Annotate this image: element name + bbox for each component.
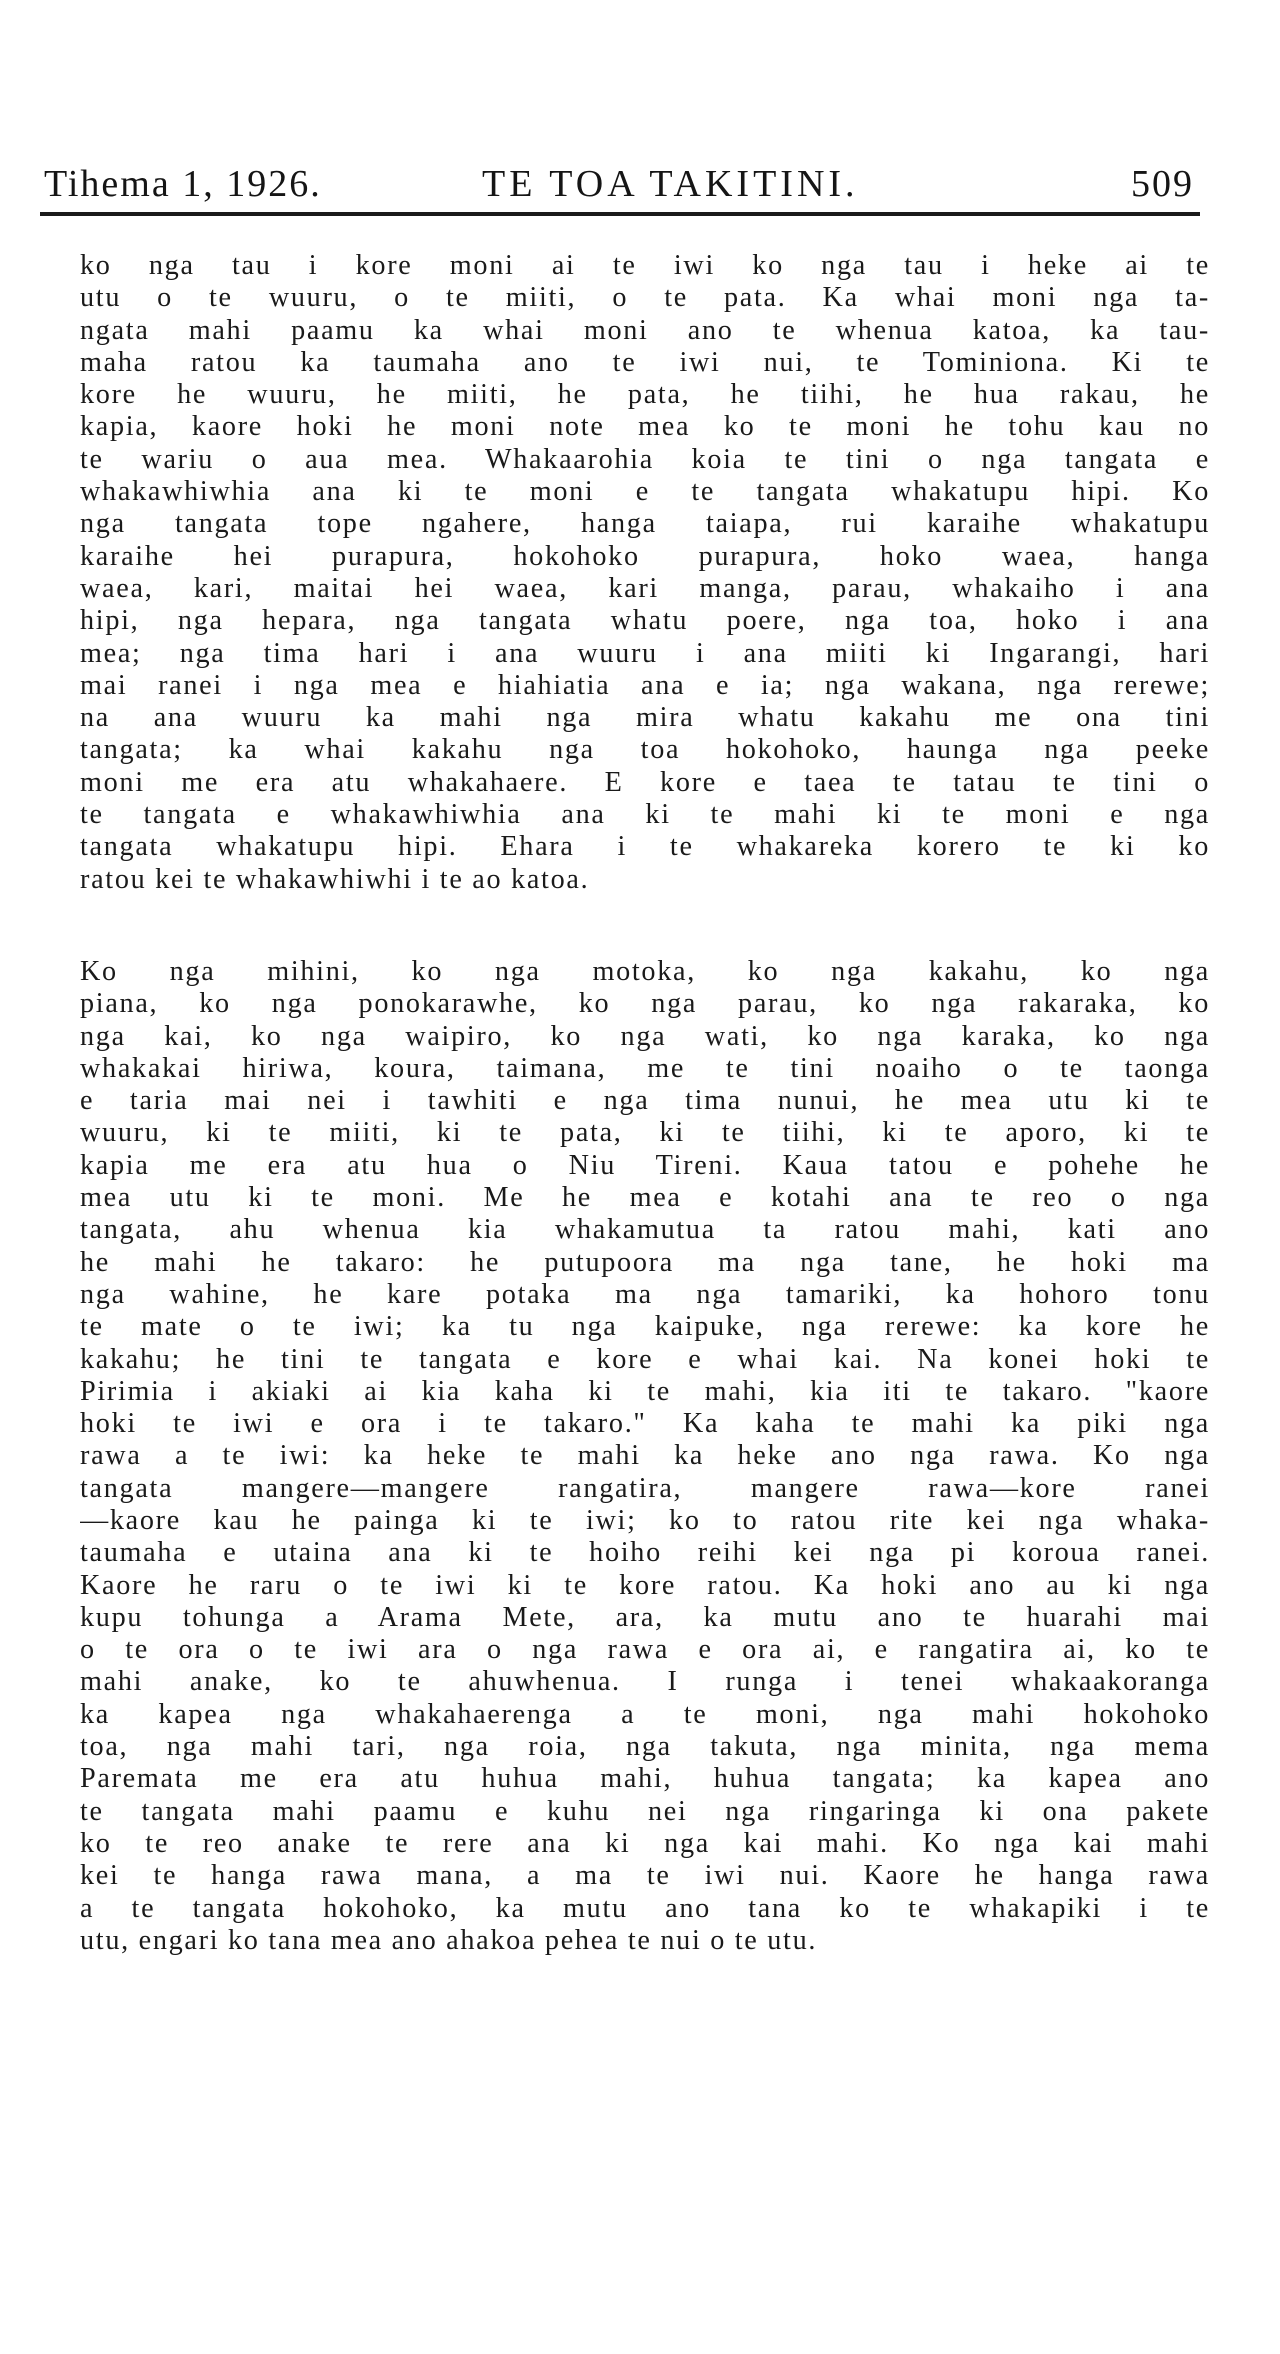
- text-line: taumaha e utaina ana ki te hoiho reihi kei nga pi koroua ranei.: [80, 1537, 1210, 1569]
- paragraph: [80, 250, 1210, 896]
- page-number: 509: [1131, 163, 1194, 205]
- text-line: tangata; ka whai kakahu nga toa hokohoko, haunga nga peeke: [80, 734, 1210, 766]
- text-line: mahi anake, ko te ahuwhenua. I runga i tenei whakaakoranga: [80, 1666, 1210, 1698]
- text-line: hipi, nga hepara, nga tangata whatu poere, nga toa, hoko i ana: [80, 605, 1210, 637]
- text-line: —kaore kau he painga ki te iwi; ko to ratou rite kei nga whaka-: [80, 1504, 1210, 1536]
- text-line: mea utu ki te moni. Me he mea e kotahi ana te reo o nga: [80, 1182, 1210, 1214]
- text-line: kore he wuuru, he miiti, he pata, he tiihi, he hua rakau, he: [80, 379, 1210, 411]
- text-line: te wariu o aua mea. Whakaarohia koia te tini o nga tangata e: [80, 443, 1210, 475]
- text-line: te tangata mahi paamu e kuhu nei nga ringaringa ki ona pakete: [80, 1795, 1210, 1827]
- text-line: tangata whakatupu hipi. Ehara i te whakareka korero te ki ko: [80, 831, 1210, 863]
- paragraph: [80, 956, 1210, 1957]
- text-line: piana, ko nga ponokarawhe, ko nga parau, ko nga rakaraka, ko: [80, 988, 1210, 1020]
- text-line: na ana wuuru ka mahi nga mira whatu kakahu me ona tini: [80, 702, 1210, 734]
- text-line: whakawhiwhia ana ki te moni e te tangata whakatupu hipi. Ko: [80, 476, 1210, 508]
- text-line: toa, nga mahi tari, nga roia, nga takuta, nga minita, nga mema: [80, 1731, 1210, 1763]
- text-line: mai ranei i nga mea e hiahiatia ana e ia; nga wakana, nga rerewe;: [80, 669, 1210, 701]
- header-title: TE TOA TAKITINI.: [482, 163, 859, 205]
- text-line: Paremata me era atu huhua mahi, huhua tangata; ka kapea ano: [80, 1763, 1210, 1795]
- text-line: rawa a te iwi: ka heke te mahi ka heke ano nga rawa. Ko nga: [80, 1440, 1210, 1472]
- text-line: wuuru, ki te miiti, ki te pata, ki te tiihi, ki te aporo, ki te: [80, 1117, 1210, 1149]
- text-line: hoki te iwi e ora i te takaro." Ka kaha te mahi ka piki nga: [80, 1408, 1210, 1440]
- text-line: utu o te wuuru, o te miiti, o te pata. Ka whai moni nga ta-: [80, 282, 1210, 314]
- text-line: ngata mahi paamu ka whai moni ano te whenua katoa, ka tau-: [80, 314, 1210, 346]
- text-line: ko nga tau i kore moni ai te iwi ko nga tau i heke ai te: [80, 250, 1210, 281]
- text-line: ka kapea nga whakahaerenga a te moni, nga mahi hokohoko: [80, 1698, 1210, 1730]
- text-line: he mahi he takaro: he putupoora ma nga tane, he hoki ma: [80, 1246, 1210, 1278]
- text-line: Ko nga mihini, ko nga motoka, ko nga kakahu, ko nga: [80, 955, 1210, 987]
- text-line: kei te hanga rawa mana, a ma te iwi nui. Kaore he hanga rawa: [80, 1860, 1210, 1892]
- text-line: karaihe hei purapura, hokohoko purapura, hoko waea, hanga: [80, 540, 1210, 572]
- text-line: o te ora o te iwi ara o nga rawa e ora ai, e rangatira ai, ko te: [80, 1634, 1210, 1666]
- text-line: utu, engari ko tana mea ano ahakoa pehea te nui o te utu.: [80, 1924, 818, 1956]
- header-date: Tihema 1, 1926.: [44, 163, 322, 205]
- text-line: kapia me era atu hua o Niu Tireni. Kaua tatou e pohehe he: [80, 1149, 1210, 1181]
- text-line: nga kai, ko nga waipiro, ko nga wati, ko nga karaka, ko nga: [80, 1020, 1210, 1052]
- text-line: tangata, ahu whenua kia whakamutua ta ratou mahi, kati ano: [80, 1214, 1210, 1246]
- article-body: [80, 250, 1210, 1957]
- text-line: e taria mai nei i tawhiti e nga tima nunui, he mea utu ki te: [80, 1085, 1210, 1117]
- text-line: mea; nga tima hari i ana wuuru i ana miiti ki Ingarangi, hari: [80, 637, 1210, 669]
- text-line: te mate o te iwi; ka tu nga kaipuke, nga rerewe: ka kore he: [80, 1311, 1210, 1343]
- text-line: whakakai hiriwa, koura, taimana, me te tini noaiho o te taonga: [80, 1052, 1210, 1084]
- text-line: nga wahine, he kare potaka ma nga tamariki, ka hohoro tonu: [80, 1278, 1210, 1310]
- text-line: tangata mangere—mangere rangatira, mangere rawa—kore ranei: [80, 1472, 1210, 1504]
- text-line: Kaore he raru o te iwi ki te kore ratou. Ka hoki ano au ki nga: [80, 1569, 1210, 1601]
- text-line: Pirimia i akiaki ai kia kaha ki te mahi, kia iti te takaro. "kaore: [80, 1375, 1210, 1407]
- text-line: ratou kei te whakawhiwhi i te ao katoa.: [80, 863, 590, 895]
- header-rule: [40, 212, 1200, 216]
- text-line: ko te reo anake te rere ana ki nga kai mahi. Ko nga kai mahi: [80, 1827, 1210, 1859]
- text-line: te tangata e whakawhiwhia ana ki te mahi ki te moni e nga: [80, 799, 1210, 831]
- text-line: a te tangata hokohoko, ka mutu ano tana ko te whakapiki i te: [80, 1892, 1210, 1924]
- running-header: [40, 150, 1200, 208]
- paragraph-gap: [80, 896, 1210, 956]
- text-line: maha ratou ka taumaha ano te iwi nui, te Tominiona. Ki te: [80, 346, 1210, 378]
- text-line: kapia, kaore hoki he moni note mea ko te moni he tohu kau no: [80, 411, 1210, 443]
- text-line: moni me era atu whakahaere. E kore e taea te tatau te tini o: [80, 766, 1210, 798]
- text-line: kakahu; he tini te tangata e kore e whai kai. Na konei hoki te: [80, 1343, 1210, 1375]
- text-line: kupu tohunga a Arama Mete, ara, ka mutu ano te huarahi mai: [80, 1601, 1210, 1633]
- text-line: waea, kari, maitai hei waea, kari manga, parau, whakaiho i ana: [80, 572, 1210, 604]
- text-line: nga tangata tope ngahere, hanga taiapa, rui karaihe whakatupu: [80, 508, 1210, 540]
